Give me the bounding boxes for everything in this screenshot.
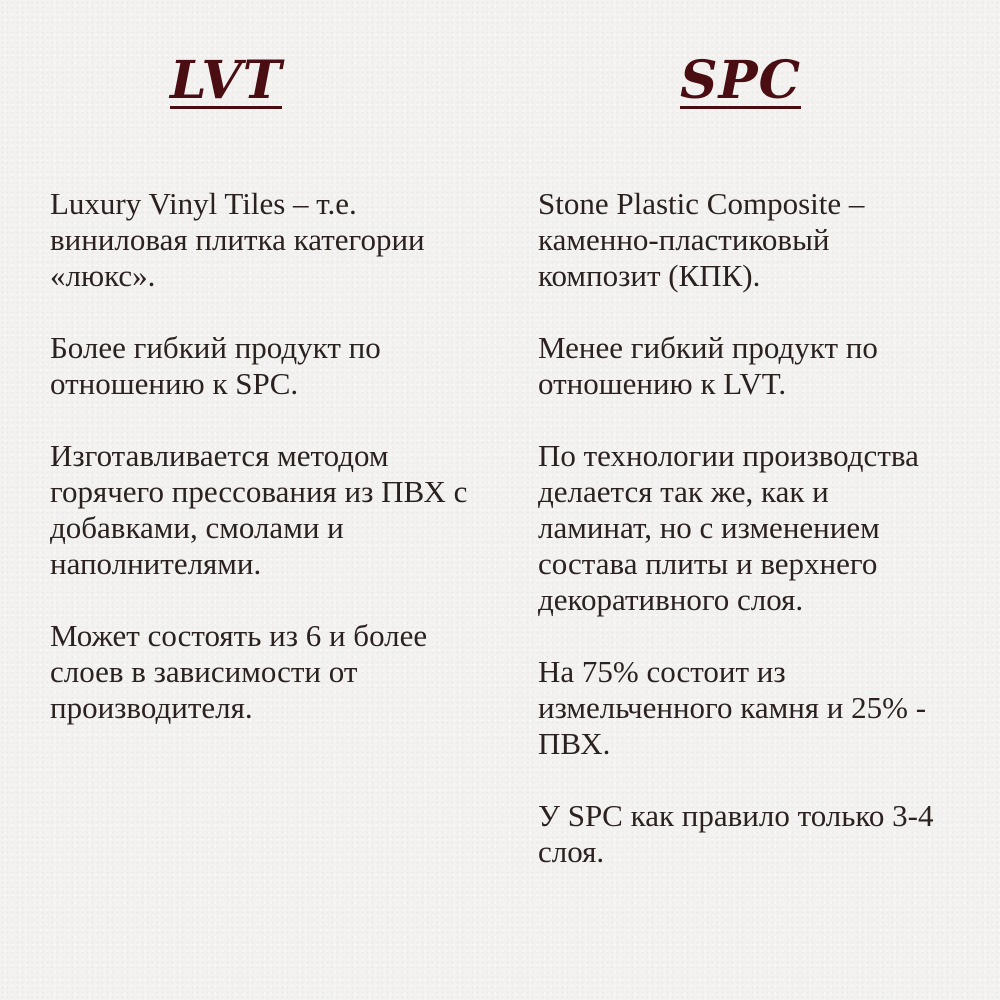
lvt-paragraph-definition: [50, 186, 490, 294]
lvt-paragraph-manufacturing: [50, 438, 490, 582]
lvt-description: [50, 186, 490, 762]
text-line: «люкс».: [50, 258, 156, 293]
text-line: На 75% состоит из: [538, 654, 786, 689]
text-line: Luxury Vinyl Tiles – т.е.: [50, 186, 357, 221]
text-line: ПВХ.: [538, 726, 611, 761]
text-line: наполнителями.: [50, 546, 262, 581]
lvt-paragraph-flexibility: [50, 330, 490, 402]
text-line: отношению к LVT.: [538, 366, 787, 401]
text-line: отношению к SPC.: [50, 366, 299, 401]
lvt-title: LVT: [170, 50, 283, 111]
text-line: производителя.: [50, 690, 253, 725]
text-line: добавками, смолами и: [50, 510, 344, 545]
text-line: слоев в зависимости от: [50, 654, 358, 689]
spc-description: [538, 186, 968, 906]
spc-title: SPC: [680, 50, 802, 111]
text-line: Может состоять из 6 и более: [50, 618, 428, 653]
text-line: измельченного камня и 25% -: [538, 690, 927, 725]
spc-paragraph-composition: [538, 654, 968, 762]
lvt-heading: [170, 50, 282, 109]
spc-paragraph-layers: [538, 798, 968, 870]
text-line: композит (КПК).: [538, 258, 761, 293]
text-line: горячего прессования из ПВХ с: [50, 474, 468, 509]
spc-heading: [680, 50, 801, 109]
text-line: Менее гибкий продукт по: [538, 330, 878, 365]
text-line: декоративного слоя.: [538, 582, 804, 617]
text-line: Изготавливается методом: [50, 438, 389, 473]
spc-paragraph-flexibility: [538, 330, 968, 402]
spc-paragraph-manufacturing: [538, 438, 968, 618]
text-line: слоя.: [538, 834, 605, 869]
text-line: каменно-пластиковый: [538, 222, 830, 257]
text-line: По технологии производства: [538, 438, 919, 473]
lvt-paragraph-layers: [50, 618, 490, 726]
text-line: Более гибкий продукт по: [50, 330, 381, 365]
spc-paragraph-definition: [538, 186, 968, 294]
text-line: виниловая плитка категории: [50, 222, 425, 257]
text-line: У SPC как правило только 3-4: [538, 798, 934, 833]
text-line: состава плиты и верхнего: [538, 546, 878, 581]
text-line: делается так же, как и: [538, 474, 829, 509]
text-line: ламинат, но с изменением: [538, 510, 880, 545]
text-line: Stone Plastic Composite –: [538, 186, 865, 221]
